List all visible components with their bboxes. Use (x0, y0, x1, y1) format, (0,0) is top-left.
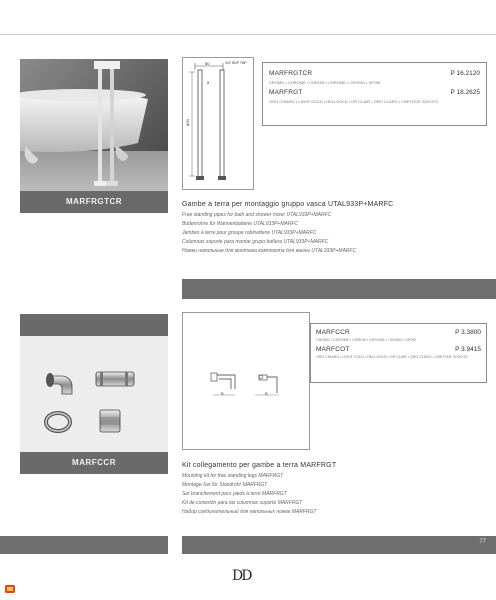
product-price: P 18.2625 (450, 89, 480, 96)
dimension-label: 800 (184, 119, 190, 126)
translation-line: Набор соединительный для напольных ножек MARFRGT (182, 509, 317, 515)
translation-line: Ножки напольные для монтажа комплекта для ванны UTAL933P+MARFC (182, 248, 357, 254)
description-section2 (182, 462, 482, 517)
product-finish: CROMO • CHROME • CHROM • CHROME • CROMO • ХРОМ (269, 80, 381, 85)
dimension-label: B (265, 391, 268, 396)
product-code: MARFRGT (269, 89, 303, 96)
product-finish: CROMO • CHROME • CHROM • CHROME • CROMO • ХРОМ (316, 338, 416, 342)
translation-line: Set branchement pour pieds à terre MARFRGT (182, 491, 287, 497)
product-photo-marfccr (20, 314, 168, 474)
bathtub-legs-photo (20, 59, 168, 213)
translation-line: Free standing pipes for bath and shower mixer UTAL933P+MARFC (182, 212, 332, 218)
translation-line: Columnas soporte para montar grupo bañera UTAL933P+MARFC (182, 239, 329, 245)
product-code: MARFCCR (316, 329, 350, 336)
translation-line: Kit de conexión para las columnas soporte MARFRGT (182, 500, 303, 506)
page-number: 77 (479, 539, 486, 545)
product-title: Gambe a terra per montaggio gruppo vasca UTAL933P+MARFC (182, 201, 394, 208)
product-finish: ORO CHIARO • LIGHT GOLD • HELLGOLD • OR CLAIR • ORO CLARO • СВЕТЛОЕ ЗОЛОТО (316, 355, 468, 359)
photo-caption-marfrgtcr: MARFRGTCR (20, 191, 168, 213)
technical-drawing-legs (182, 57, 254, 190)
dimension-label: 8 (207, 80, 210, 85)
product-price: P 3.9415 (455, 346, 481, 353)
product-price: P 16.2120 (450, 70, 480, 77)
kit-drawing (183, 313, 309, 449)
price-list-section1 (262, 62, 487, 126)
top-rule (0, 34, 496, 35)
footer-bar-right (182, 536, 496, 554)
technical-drawing-kit (182, 312, 310, 450)
translation-line: Montage-Set für Standrohr MARFRGT (182, 482, 268, 488)
dimension-label: 3/4" BSP TBP (225, 61, 247, 65)
product-code: MARFCOT (316, 346, 350, 353)
product-photo-marfrgtcr (20, 59, 168, 213)
brand-logo: DD (232, 568, 251, 584)
translation-line: Mounting kit for free standing legs MARFRGT (182, 473, 284, 479)
price-list-section2 (310, 323, 487, 383)
pdf-viewer-icon[interactable] (4, 584, 16, 594)
product-finish: ORO CHIARO • LIGHT GOLD • HELLGOLD • OR CLAIR • ORO CLARO • СВЕТЛОЕ ЗОЛОТО (269, 99, 438, 104)
product-code: MARFRGTCR (269, 70, 313, 77)
translation-line: Jambes à terre pour groupe robinetterie UTAL933P+MARFC (182, 230, 317, 236)
legs-drawing (183, 58, 253, 189)
photo-header-bar (20, 314, 168, 336)
product-title: Kit collegamento per gambe a terra MARFRGT (182, 462, 337, 469)
product-price: P 3.3800 (455, 329, 481, 336)
section-divider-bar (182, 279, 496, 299)
dimension-label: 80 (205, 61, 210, 66)
dimension-label: B (221, 391, 224, 396)
translation-line: Bodenrohre für Wannenbatterie UTAL933P+MARFC (182, 221, 299, 227)
description-section1 (182, 201, 482, 256)
photo-caption-marfccr: MARFCCR (20, 452, 168, 474)
footer-bar-left (0, 536, 168, 554)
